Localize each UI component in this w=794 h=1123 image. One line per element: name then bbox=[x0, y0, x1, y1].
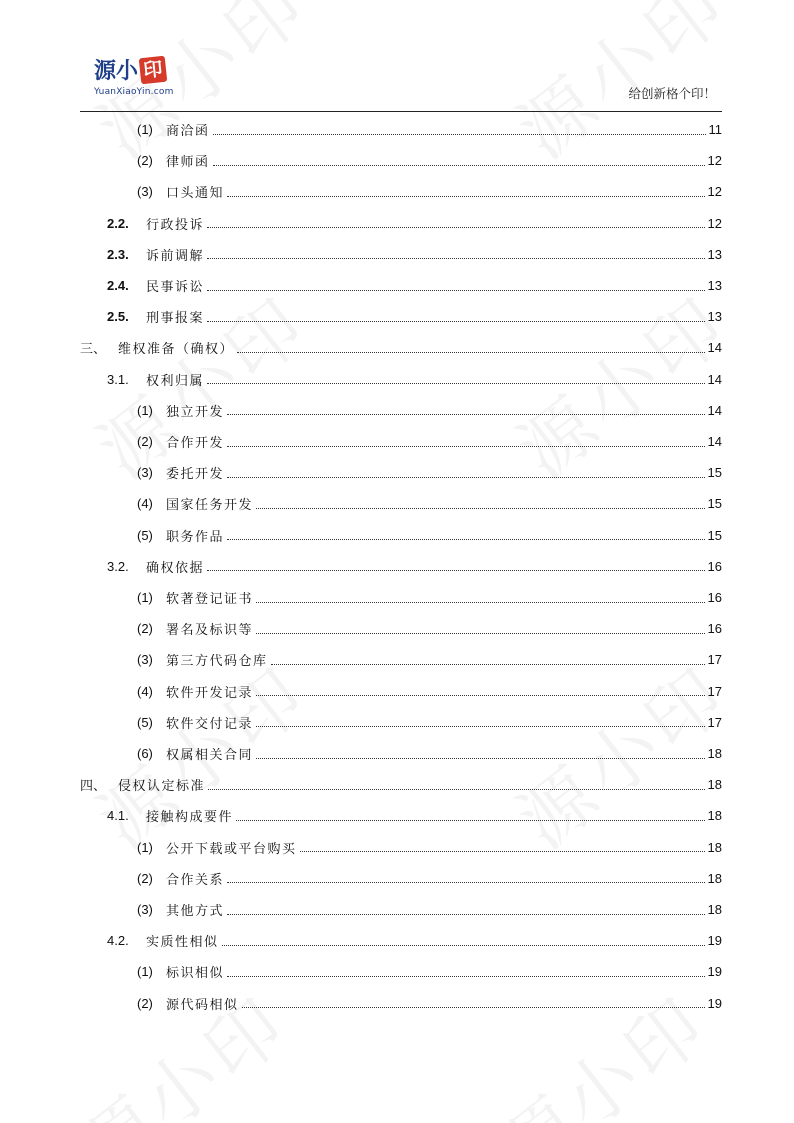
toc-entry[interactable] bbox=[137, 894, 722, 925]
brand-logo bbox=[94, 54, 174, 97]
toc-dot-leader bbox=[300, 850, 705, 852]
toc-dot-leader bbox=[227, 913, 705, 915]
toc-entry-number: 四、 bbox=[80, 778, 107, 794]
toc-entry-page: 17 bbox=[707, 714, 722, 730]
page-header bbox=[80, 52, 720, 112]
toc-entry-title: 商洽函 bbox=[166, 124, 210, 139]
toc-entry[interactable] bbox=[107, 364, 722, 395]
toc-dot-leader bbox=[213, 164, 705, 166]
toc-entry-number: 4.2. bbox=[107, 933, 129, 949]
toc-entry[interactable] bbox=[137, 395, 722, 426]
toc-entry-number: (1) bbox=[137, 402, 153, 418]
toc-entry-page: 13 bbox=[707, 309, 722, 325]
toc-dot-leader bbox=[207, 226, 705, 228]
toc-entry-title: 权属相关合同 bbox=[166, 748, 254, 763]
toc-entry-number: (1) bbox=[137, 839, 153, 855]
toc-entry[interactable] bbox=[137, 676, 722, 707]
toc-entry-page: 17 bbox=[707, 683, 722, 699]
toc-entry-title: 公开下载或平台购买 bbox=[166, 841, 297, 857]
toc-dot-leader bbox=[256, 694, 705, 696]
toc-entry[interactable] bbox=[137, 832, 722, 863]
toc-entry[interactable] bbox=[137, 114, 722, 145]
toc-entry-title: 委托开发 bbox=[166, 467, 225, 483]
toc-entry-page: 15 bbox=[707, 527, 722, 543]
toc-entry[interactable] bbox=[137, 520, 722, 551]
toc-entry-number: (2) bbox=[137, 870, 153, 886]
toc-entry-page: 16 bbox=[707, 558, 722, 574]
toc-entry-page: 19 bbox=[707, 933, 722, 949]
toc-entry-number: (6) bbox=[137, 746, 153, 761]
toc-entry-number: 3.1. bbox=[107, 371, 129, 387]
toc-entry-number: 2.5. bbox=[107, 309, 129, 325]
toc-entry[interactable] bbox=[137, 582, 722, 613]
toc-dot-leader bbox=[207, 382, 705, 384]
toc-entry-page: 18 bbox=[707, 902, 722, 917]
toc-entry-title: 行政投诉 bbox=[146, 217, 205, 233]
toc-entry-page: 15 bbox=[707, 465, 722, 481]
toc-dot-leader bbox=[227, 195, 705, 197]
toc-dot-leader bbox=[237, 351, 705, 353]
toc-entry[interactable] bbox=[137, 426, 722, 457]
toc-entry-page: 12 bbox=[707, 184, 722, 200]
toc-entry-number: (5) bbox=[137, 714, 153, 730]
toc-entry-number: (2) bbox=[137, 621, 153, 637]
toc-entry-title: 第三方代码仓库 bbox=[166, 654, 268, 670]
toc-entry-title: 国家任务开发 bbox=[166, 498, 254, 514]
toc-dot-leader bbox=[236, 819, 705, 821]
toc-entry[interactable] bbox=[107, 800, 722, 831]
toc-entry-page: 18 bbox=[707, 870, 722, 886]
toc-entry-number: 2.2. bbox=[107, 215, 129, 231]
toc-dot-leader bbox=[256, 632, 705, 634]
toc-entry-title: 接触构成要件 bbox=[146, 810, 234, 826]
toc-entry[interactable] bbox=[107, 301, 722, 332]
toc-entry-page: 12 bbox=[707, 215, 722, 231]
toc-dot-leader bbox=[227, 476, 705, 478]
toc-entry-page: 11 bbox=[708, 122, 722, 137]
toc-dot-leader bbox=[222, 944, 705, 946]
toc-entry[interactable] bbox=[107, 551, 722, 582]
toc-entry-page: 18 bbox=[707, 808, 722, 824]
toc-dot-leader bbox=[242, 1006, 705, 1008]
toc-dot-leader bbox=[256, 507, 705, 509]
toc-entry-title: 软件开发记录 bbox=[166, 685, 254, 701]
toc-entry[interactable] bbox=[137, 988, 722, 1019]
toc-dot-leader bbox=[227, 881, 705, 883]
toc-entry-title: 标识相似 bbox=[166, 966, 225, 982]
toc-entry-number: 三、 bbox=[80, 341, 107, 357]
toc-entry[interactable] bbox=[137, 488, 722, 519]
toc-entry[interactable] bbox=[80, 332, 722, 363]
logo-url: YuanXiaoYin.com bbox=[94, 87, 174, 97]
toc-entry-number: 2.3. bbox=[107, 246, 129, 262]
toc-entry-number: (1) bbox=[137, 122, 153, 137]
toc-entry-title: 维权准备（确权） bbox=[118, 342, 235, 358]
toc-entry-title: 合作关系 bbox=[166, 872, 225, 888]
toc-entry-title: 权利归属 bbox=[146, 373, 205, 389]
toc-entry-page: 14 bbox=[707, 340, 722, 356]
toc-entry-page: 18 bbox=[707, 777, 722, 793]
toc-entry-page: 18 bbox=[707, 839, 722, 855]
toc-dot-leader bbox=[227, 445, 705, 447]
toc-entry-page: 15 bbox=[707, 496, 722, 512]
toc-entry-page: 12 bbox=[707, 153, 722, 169]
toc-entry[interactable] bbox=[107, 239, 722, 270]
logo-wordmark bbox=[94, 54, 174, 85]
toc-entry[interactable] bbox=[137, 613, 722, 644]
toc-entry-title: 实质性相似 bbox=[146, 935, 219, 951]
toc-entry-page: 19 bbox=[707, 995, 722, 1011]
toc-entry-number: (5) bbox=[137, 527, 153, 543]
toc-entry-title: 确权依据 bbox=[146, 560, 205, 576]
toc-entry-title: 刑事报案 bbox=[146, 311, 205, 327]
toc-entry-page: 14 bbox=[707, 434, 722, 449]
toc-entry-number: (1) bbox=[137, 590, 153, 605]
toc-entry-number: (2) bbox=[137, 995, 153, 1011]
toc-entry-title: 职务作品 bbox=[166, 529, 225, 545]
toc-entry-title: 其他方式 bbox=[166, 904, 225, 919]
toc-entry-number: (4) bbox=[137, 496, 153, 512]
toc-entry-number: 2.4. bbox=[107, 278, 129, 293]
toc-entry[interactable] bbox=[80, 769, 722, 800]
toc-entry-title: 署名及标识等 bbox=[166, 623, 254, 639]
toc-entry-number: (2) bbox=[137, 153, 153, 169]
toc-dot-leader bbox=[227, 538, 705, 540]
toc-entry-title: 侵权认定标准 bbox=[118, 779, 206, 795]
toc-entry-number: (3) bbox=[137, 652, 153, 668]
toc-entry-page: 17 bbox=[707, 652, 722, 668]
toc-entry-page: 16 bbox=[707, 590, 722, 605]
toc-dot-leader bbox=[207, 320, 705, 322]
toc-entry-page: 16 bbox=[707, 621, 722, 637]
toc-entry-number: (4) bbox=[137, 683, 153, 699]
toc-entry-title: 合作开发 bbox=[166, 436, 225, 451]
toc-entry-number: (1) bbox=[137, 964, 153, 980]
toc-entry-page: 14 bbox=[707, 371, 722, 387]
toc-entry-title: 诉前调解 bbox=[146, 248, 205, 264]
toc-dot-leader bbox=[207, 569, 705, 571]
toc-entry[interactable] bbox=[137, 145, 722, 176]
toc-dot-leader bbox=[213, 133, 706, 135]
toc-entry-title: 独立开发 bbox=[166, 404, 225, 420]
toc-entry-number: (3) bbox=[137, 465, 153, 481]
header-slogan: 给创新格个印！ bbox=[628, 86, 716, 101]
toc-entry[interactable] bbox=[107, 270, 722, 301]
logo-seal-icon: 印 bbox=[139, 55, 168, 84]
toc-entry-number: (2) bbox=[137, 434, 153, 449]
toc-dot-leader bbox=[207, 257, 705, 259]
toc-entry-page: 19 bbox=[707, 964, 722, 980]
toc-dot-leader bbox=[256, 757, 705, 759]
toc-entry[interactable] bbox=[137, 707, 722, 738]
toc-entry[interactable] bbox=[107, 925, 722, 956]
toc-entry-page: 13 bbox=[707, 246, 722, 262]
toc-dot-leader bbox=[256, 725, 705, 727]
toc-entry[interactable] bbox=[137, 738, 722, 769]
toc-entry[interactable] bbox=[137, 457, 722, 488]
toc-dot-leader bbox=[256, 601, 705, 603]
toc-entry-number: (3) bbox=[137, 902, 153, 917]
toc-entry[interactable] bbox=[107, 208, 722, 239]
toc-dot-leader bbox=[271, 663, 705, 665]
toc-entry-page: 14 bbox=[707, 402, 722, 418]
toc-entry-number: (3) bbox=[137, 184, 153, 200]
toc-entry-title: 软著登记证书 bbox=[166, 592, 254, 607]
toc-entry-page: 13 bbox=[707, 278, 722, 293]
toc-entry[interactable] bbox=[137, 644, 722, 675]
toc-entry-title: 软件交付记录 bbox=[166, 716, 254, 732]
toc-entry[interactable] bbox=[137, 176, 722, 207]
toc-entry-number: 3.2. bbox=[107, 558, 129, 574]
toc-dot-leader bbox=[208, 788, 705, 790]
header-divider bbox=[80, 111, 722, 112]
toc-dot-leader bbox=[227, 413, 705, 415]
toc-dot-leader bbox=[227, 975, 705, 977]
toc-entry-title: 源代码相似 bbox=[166, 997, 239, 1013]
toc-dot-leader bbox=[207, 289, 705, 291]
toc-entry-title: 律师函 bbox=[166, 155, 210, 171]
toc-entry-title: 口头通知 bbox=[166, 186, 225, 202]
toc-entry-number: 4.1. bbox=[107, 808, 129, 824]
toc-entry[interactable] bbox=[137, 863, 722, 894]
toc-entry[interactable] bbox=[137, 956, 722, 987]
toc-entry-page: 18 bbox=[707, 746, 722, 761]
logo-text: 源小 bbox=[94, 59, 139, 84]
toc-entry-title: 民事诉讼 bbox=[146, 280, 205, 295]
